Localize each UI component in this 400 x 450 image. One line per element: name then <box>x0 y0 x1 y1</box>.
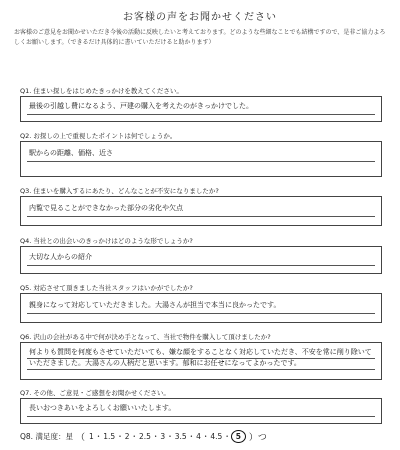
rating-option[interactable]: 3 <box>160 432 166 441</box>
answer-text: 駅からの距離、価格、近さ <box>29 149 113 157</box>
question-6 <box>20 332 382 341</box>
intro-text: お客様のご意見をお聞かせいただき今後の活動に反映したいと考えております。どのような些細なことでも結構ですので、是非ご協力よろしくお願いします。（できるだけ具体的に書いていただけると助かります） <box>14 29 386 46</box>
answer-box-6[interactable] <box>20 342 382 380</box>
satisfaction-rating <box>20 430 382 443</box>
question-text: 沢山の会社がある中で何が決め手となって、当社で物件を購入して頂けましたか? <box>33 333 271 341</box>
rating-separator: ・ <box>94 432 103 441</box>
question-text: 住まい探しをはじめたきっかけを教えてください。 <box>33 87 183 95</box>
satisfaction-label: Q8. 満足度：星 <box>20 432 73 441</box>
question-number: Q4. <box>20 237 32 245</box>
answer-rule <box>27 265 375 266</box>
rating-separator: ・ <box>151 432 160 441</box>
answer-text: 何よりも質問を何度もさせていただいても、嫌な顔をすることなく対応していただき、不安を常に削り除いていただきました。大湯さんの人柄だと思います。郁和にお任せになってよかったです。 <box>29 348 372 367</box>
question-5 <box>20 283 382 292</box>
answer-text: 大切な人からの紹介 <box>29 253 92 261</box>
answer-box-2[interactable] <box>20 141 382 177</box>
answer-rule <box>27 216 375 217</box>
rating-option[interactable]: 2 <box>124 432 130 441</box>
rating-separator: ・ <box>187 432 196 441</box>
question-text: 当社との出会いのきっかけはどのような形でしょうか? <box>33 237 193 245</box>
question-4 <box>20 236 382 245</box>
question-number: Q2. <box>20 132 32 140</box>
question-1 <box>20 86 382 95</box>
question-text: お探しの上で重視したポイントは何でしょうか。 <box>33 132 177 140</box>
question-number: Q6. <box>20 333 32 341</box>
answer-text: 内覧で見ることができなかった部分の劣化や欠点 <box>29 204 183 212</box>
answer-text: 長いおつきあいをよろしくお願いいたします。 <box>29 404 176 412</box>
answer-box-1[interactable] <box>20 96 382 122</box>
question-number: Q5. <box>20 284 32 292</box>
question-7 <box>20 388 382 397</box>
rating-separator: ・ <box>166 432 174 441</box>
rating-option[interactable]: 4 <box>196 432 201 441</box>
answer-rule <box>27 313 375 314</box>
question-2 <box>20 131 382 140</box>
question-text: その他、ご意見・ご感想をお聞かせください。 <box>33 389 170 397</box>
rating-separator: ・ <box>130 432 138 441</box>
answer-text: 親身になって対応していただきました。大湯さんが担当で本当に良かったです。 <box>29 301 281 309</box>
rating-option[interactable]: 1 <box>88 432 94 441</box>
answer-text: 最後の引越し費になるよう、戸建の購入を考えたのがきっかけでした。 <box>29 102 253 110</box>
answer-box-4[interactable] <box>20 246 382 274</box>
rating-separator: ・ <box>223 432 231 441</box>
rating-option[interactable]: 1.5 <box>103 432 116 441</box>
rating-option[interactable]: 2.5 <box>138 432 151 441</box>
answer-rule <box>27 114 375 115</box>
answer-box-3[interactable] <box>20 196 382 226</box>
answer-rule <box>27 369 375 370</box>
rating-separator: ・ <box>201 432 210 441</box>
question-text: 対応させて頂きました当社スタッフはいかがでしたか? <box>33 284 193 292</box>
answer-box-7[interactable] <box>20 398 382 424</box>
question-3 <box>20 186 382 195</box>
rating-options <box>88 430 246 443</box>
rating-open-paren: （ <box>75 433 85 443</box>
page-title: お客様の声をお聞かせください <box>123 12 277 23</box>
question-number: Q1. <box>20 87 32 95</box>
rating-option-selected[interactable]: 5 <box>231 430 246 443</box>
rating-close-paren: ）つ <box>248 433 267 443</box>
question-text: 住まいを購入するにあたり、どんなことが不安になりましたか? <box>33 187 219 195</box>
answer-box-5[interactable] <box>20 293 382 323</box>
answer-rule <box>27 416 375 417</box>
question-number: Q3. <box>20 187 32 195</box>
answer-rule <box>27 358 375 359</box>
rating-separator: ・ <box>116 432 124 441</box>
question-number: Q7. <box>20 389 32 397</box>
answer-rule <box>27 161 375 162</box>
rating-option[interactable]: 4.5 <box>210 432 223 441</box>
rating-option[interactable]: 3.5 <box>174 432 187 441</box>
